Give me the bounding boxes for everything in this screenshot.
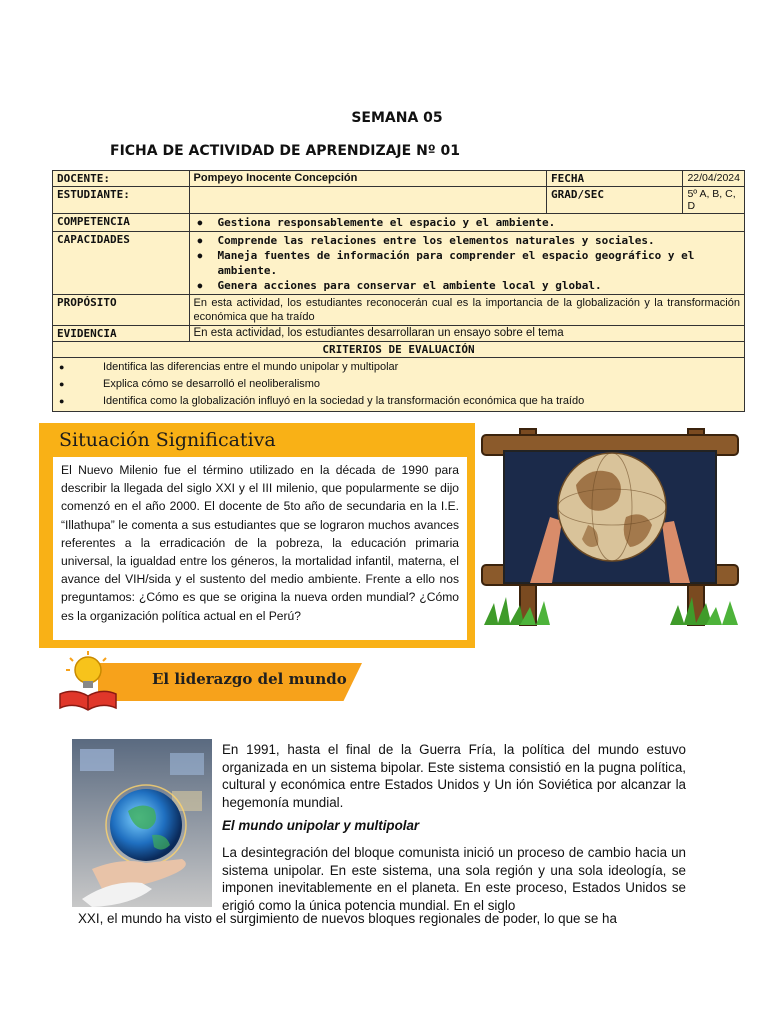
heading-unipolar-multipolar: El mundo unipolar y multipolar [222,818,420,833]
value-competencia [189,214,744,232]
criterios-list [53,358,745,412]
value-docente: Pompeyo Inocente Concepción [189,171,547,187]
row-evidencia [53,326,745,342]
label-proposito: PROPÓSITO [53,295,190,326]
criterio-item: ● Identifica las diferencias entre el mundo unipolar y multipolar [59,361,399,373]
digital-globe-image [72,739,212,907]
capacidad-item: ● Maneja fuentes de información para comprender el espacio geográfico y el ambiente. [194,248,740,278]
row-proposito [53,295,745,326]
page-title: SEMANA 05 [351,110,443,126]
info-table [52,170,745,412]
paragraph-bipolar: En 1991, hasta el final de la Guerra Fría, la política del mundo estuvo organizada en un sistema bipolar. Este sistema consistió en la pugna política, cultural y económica entre Estados Unidos y Un ión Soviética por alcanzar la hegemonía mundial. [222,742,686,810]
paragraph-bloques: XXI, el mundo ha visto el surgimiento de nuevos bloques regionales de poder, lo que se ha [78,911,617,926]
value-capacidades [189,232,744,295]
label-capacidades: CAPACIDADES [53,232,190,295]
row-criterios [53,358,745,412]
value-proposito: En esta actividad, los estudiantes reconocerán cual es la importancia de la globalización y la transformación económica que ha traído [189,295,744,326]
value-fecha: 22/04/2024 [683,171,745,187]
page-subtitle: FICHA DE ACTIVIDAD DE APRENDIZAJE Nº 01 [110,143,461,159]
capacidad-item: ● Comprende las relaciones entre los elementos naturales y sociales. [194,233,740,248]
value-evidencia: En esta actividad, los estudiantes desarrollaran un ensayo sobre el tema [189,326,744,342]
criterio-item: ● Explica cómo se desarrolló el neoliberalismo [59,378,321,390]
paragraph-unipolar: La desintegración del bloque comunista inició un proceso de cambio hacia un sistema unipolar. En este sistema, una sola región y una sola ideología, se imponen inevitablemente en el planeta. En este proceso, Estados Unidos se erigió como la única potencia mundial. En el siglo [222,845,686,913]
label-estudiante: ESTUDIANTE: [53,187,190,214]
row-capacidades [53,232,745,295]
situacion-title: Situación Significativa [59,429,276,451]
criterio-item: ● Identifica como la globalización influyó en la sociedad y la transformación económica que ha traído [59,395,585,407]
row-competencia [53,214,745,232]
label-docente: DOCENTE: [53,171,190,187]
situacion-text: El Nuevo Milenio fue el término utilizado en la década de 1990 para describir la llegada del siglo XXI y el III milenio, que popularmente se dijo comenzó en el año 2000. El docente de 5to año de secundaria en la I.E. “Illathupa” le comenta a sus estudiantes que se lograron muchos avances referentes a la erradicación de la pobreza, la educación primaria universal, la igualdad entre los géneros, la mortalidad infantil, materna, el avance del VIH/sida y el sustento del medio ambiente. Frente a ello nos preguntamos: ¿Cómo es que se origina la nueva orden mundial? ¿Cómo es la organización política actual en el Perú? [53,457,467,640]
label-evidencia: EVIDENCIA [53,326,190,342]
label-competencia: COMPETENCIA [53,214,190,232]
value-estudiante[interactable] [189,187,547,214]
value-gradsec: 5º A, B, C, D [683,187,745,214]
capacidad-item: ● Genera acciones para conservar el ambiente local y global. [194,278,740,293]
lightbulb-book-icon [56,650,120,712]
label-gradsec: GRAD/SEC [547,187,683,214]
liderazgo-title: El liderazgo del mundo [152,670,347,688]
row-criterios-header [53,342,745,358]
label-fecha: FECHA [547,171,683,187]
row-docente [53,171,745,187]
competencia-item: ● Gestiona responsablemente el espacio y el ambiente. [194,215,740,230]
situacion-panel [39,423,475,648]
globe-hands-illustration [480,425,742,635]
criterios-title: CRITERIOS DE EVALUACIÓN [53,342,745,358]
row-estudiante [53,187,745,214]
